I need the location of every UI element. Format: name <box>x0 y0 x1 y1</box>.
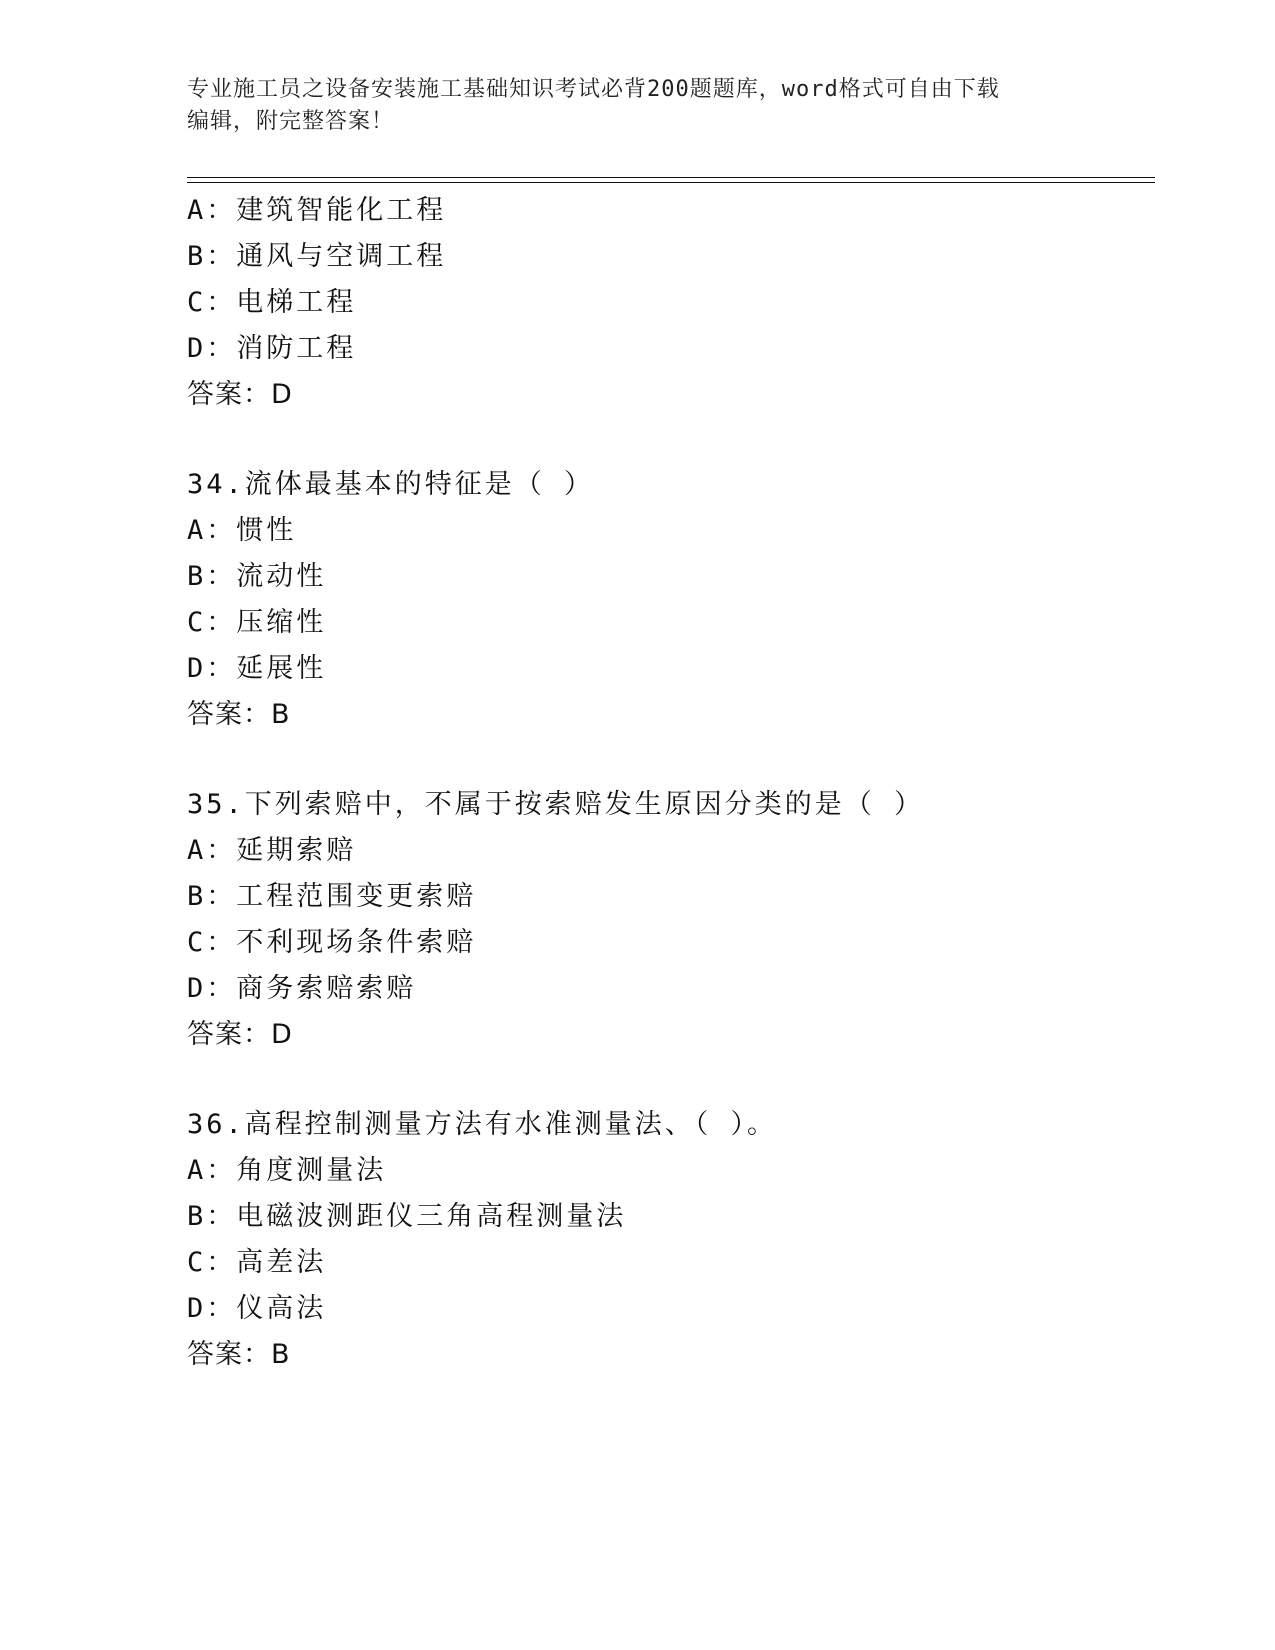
document-header <box>187 74 1087 138</box>
option-a: A：惯性 <box>187 515 297 546</box>
option-b: B：流动性 <box>187 561 327 592</box>
option-b: B：电磁波测距仪三角高程测量法 <box>187 1201 627 1232</box>
option-c: C：电梯工程 <box>187 287 357 318</box>
answer-line: 答案：D <box>187 1019 293 1050</box>
question-block-35 <box>187 782 1155 1058</box>
option-d: D：商务索赔索赔 <box>187 973 417 1004</box>
option-b: B：通风与空调工程 <box>187 241 447 272</box>
header-title-line-2: 编辑，附完整答案！ <box>187 109 395 134</box>
answer-line: 答案：B <box>187 699 291 730</box>
block-spacer <box>187 1058 1155 1102</box>
answer-line: 答案：D <box>187 379 293 410</box>
question-text: 35.下列索赔中，不属于按索赔发生原因分类的是（ ） <box>187 789 925 820</box>
option-c: C：高差法 <box>187 1247 327 1278</box>
option-d: D：延展性 <box>187 653 327 684</box>
header-rule-top <box>187 177 1155 178</box>
header-title-line-1: 专业施工员之设备安装施工基础知识考试必背200题题库，word格式可自由下载 <box>187 77 1000 102</box>
question-block-33 <box>187 188 1155 418</box>
question-text: 34.流体最基本的特征是（ ） <box>187 469 595 500</box>
header-rule-bottom <box>187 182 1155 183</box>
block-spacer <box>187 738 1155 782</box>
answer-line: 答案：B <box>187 1339 291 1370</box>
option-c: C：压缩性 <box>187 607 327 638</box>
option-d: D：消防工程 <box>187 333 357 364</box>
question-list <box>187 188 1155 1378</box>
block-spacer <box>187 418 1155 462</box>
option-a: A：延期索赔 <box>187 835 357 866</box>
option-b: B：工程范围变更索赔 <box>187 881 477 912</box>
question-block-36 <box>187 1102 1155 1378</box>
option-d: D：仪高法 <box>187 1293 327 1324</box>
question-text: 36.高程控制测量方法有水准测量法、（ ）。 <box>187 1109 778 1140</box>
option-a: A：建筑智能化工程 <box>187 195 447 226</box>
option-a: A：角度测量法 <box>187 1155 387 1186</box>
option-c: C：不利现场条件索赔 <box>187 927 477 958</box>
question-block-34 <box>187 462 1155 738</box>
